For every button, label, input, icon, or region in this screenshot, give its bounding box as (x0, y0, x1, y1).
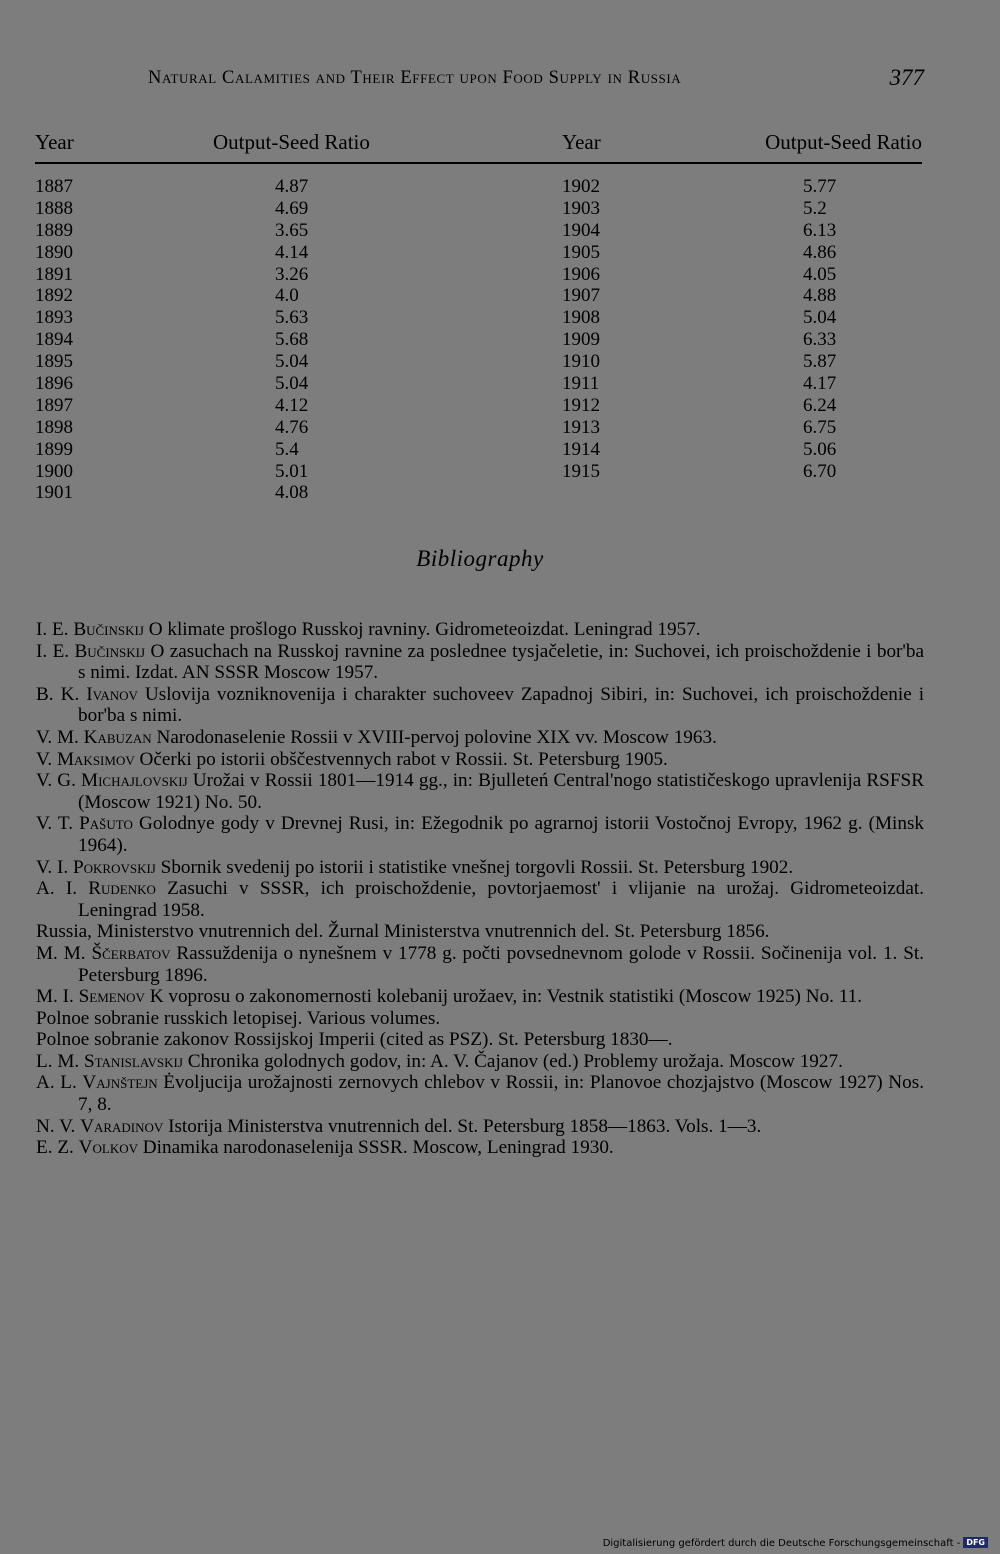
year-cell: 1888 (35, 197, 73, 219)
ratio-cell: 6.24 (803, 394, 837, 416)
bibliography-entry (36, 986, 924, 1008)
year-cell: 1910 (562, 351, 600, 373)
bibliography-entry (36, 921, 924, 943)
year-cell: 1894 (35, 329, 73, 351)
table-row (35, 220, 922, 242)
bibliography-heading: Bibliography (416, 546, 544, 571)
output-seed-ratio-table (35, 176, 922, 504)
ratio-cell: 4.69 (275, 197, 309, 219)
citation-text: Očerki po istorii obščestvennych rabot v Rossii. St. Petersburg 1905. (139, 748, 668, 770)
ratio-cell: 5.4 (275, 438, 299, 460)
column-header-year-2: Year (562, 130, 601, 154)
table-row (35, 176, 922, 198)
ratio-cell: 5.04 (803, 307, 837, 329)
table-row (35, 285, 922, 307)
author-surname: Michajlovskij (81, 770, 188, 792)
bibliography-entry (36, 641, 924, 684)
bibliography-entry (36, 770, 924, 813)
author-initials: E. Z. (36, 1137, 74, 1159)
table-row (35, 264, 922, 286)
author-surname: Pokrovskij (72, 856, 156, 878)
table-header-rule (35, 162, 922, 164)
author-surname: Bučinskij (74, 640, 146, 662)
ratio-cell: 5.04 (275, 373, 309, 395)
author-initials: L. M. (36, 1050, 80, 1072)
ratio-cell: 4.14 (275, 241, 309, 263)
year-cell: 1912 (562, 394, 600, 416)
citation-text: Ėvoljucija urožajnosti zernovych chlebov v Rossii, in: Planovoe chozjajstvo (Moscow 1927) Nos. 7, 8. (78, 1072, 925, 1116)
author-surname: Maksimov (56, 748, 135, 770)
ratio-cell: 6.33 (803, 329, 837, 351)
author-initials: V. (36, 748, 53, 770)
citation-text: Istorija Ministerstva vnutrennich del. St. Petersburg 1858—1863. Vols. 1—3. (168, 1115, 762, 1137)
ratio-cell: 5.87 (803, 351, 837, 373)
ratio-cell: 4.87 (275, 176, 309, 197)
citation-text: Russia, Ministerstvo vnutrennich del. Žurnal Ministerstva vnutrennich del. St. Petersburg 1856. (36, 921, 770, 943)
bibliography-entry (36, 1116, 924, 1138)
citation-text: O zasuchach na Russkoj ravnine za poslednee tysjačeletie, in: Suchovei, ich proischoždenie i bor'ba s nimi. Izdat. AN SSSR Moscow 1957. (78, 640, 924, 684)
citation-text: O klimate prošlogo Russkoj ravniny. Gidrometeoizdat. Leningrad 1957. (148, 619, 701, 640)
ratio-cell: 3.26 (275, 263, 309, 285)
bibliography-entry (36, 619, 924, 641)
author-surname: Semenov (78, 986, 145, 1008)
table-row (35, 198, 922, 220)
ratio-cell: 5.04 (275, 351, 309, 373)
ratio-cell: 4.05 (803, 263, 837, 285)
bibliography-entry (36, 749, 924, 771)
citation-text: Dinamika narodonaselenija SSSR. Moscow, Leningrad 1930. (142, 1137, 614, 1159)
author-initials: I. E. (36, 640, 70, 662)
year-cell: 1902 (562, 176, 600, 197)
author-initials: V. T. (36, 813, 74, 835)
year-cell: 1911 (562, 373, 600, 395)
year-cell: 1896 (35, 373, 73, 395)
author-surname: Vajnštejn (82, 1072, 158, 1094)
footer-text: Digitalisierung gefördert durch die Deutsche Forschungsgemeinschaft - (602, 1538, 961, 1549)
author-surname: Pašuto (79, 813, 133, 835)
bibliography-entry (36, 727, 924, 749)
year-cell: 1914 (562, 438, 600, 460)
ratio-cell: 5.68 (275, 329, 309, 351)
bibliography-entry (36, 813, 924, 856)
table-row (35, 373, 922, 395)
author-surname: Ščerbatov (91, 942, 171, 964)
year-cell: 1900 (35, 460, 73, 482)
column-header-year-1: Year (35, 130, 74, 154)
year-cell: 1897 (35, 394, 73, 416)
ratio-cell: 4.88 (803, 285, 837, 307)
bibliography-entry (36, 1051, 924, 1073)
running-header (148, 65, 928, 98)
table-row (35, 351, 922, 373)
table-header-row (35, 130, 922, 160)
author-surname: Volkov (78, 1137, 138, 1159)
ratio-cell: 4.08 (275, 482, 309, 504)
year-cell: 1891 (35, 263, 73, 285)
citation-text: Narodonaselenie Rossii v XVIII-pervoj polovine XIX vv. Moscow 1963. (156, 726, 717, 748)
year-cell: 1907 (562, 285, 600, 307)
column-header-ratio-2: Output-Seed Ratio (765, 130, 922, 154)
citation-text: Uslovija vozniknovenija i charakter suchoveev Zapadnoj Sibiri, in: Suchovei, ich proischoždenie i bor'ba s nimi. (78, 683, 925, 727)
author-surname: Kabuzan (83, 726, 152, 748)
ratio-cell: 6.13 (803, 219, 837, 241)
citation-text: Polnoe sobranie zakonov Rossijskoj Imperii (cited as PSZ). St. Petersburg 1830—. (36, 1029, 673, 1051)
ratio-cell: 5.06 (803, 438, 837, 460)
year-cell: 1895 (35, 351, 73, 373)
ratio-cell: 6.75 (803, 416, 837, 438)
author-initials: V. I. (36, 856, 69, 878)
bibliography-entry (36, 1137, 924, 1159)
citation-text: Zasuchi v SSSR, ich proischoždenie, povtorjaemost' i vlijanie na urožaj. Gidrometeoizdat. Leningrad 1958. (78, 878, 925, 921)
running-title: Natural Calamities and Their Effect upon Food Supply in Russia (148, 68, 682, 88)
citation-text: Urožai v Rossii 1801—1914 gg., in: Bjulleteń Central'nogo statističeskogo upravlenija RSFSR (Moscow 1921) No. 50. (78, 770, 924, 813)
table-row (35, 307, 922, 329)
year-cell: 1904 (562, 219, 600, 241)
table-row (35, 395, 922, 417)
author-initials: V. G. (36, 770, 76, 792)
author-initials: M. M. (36, 942, 86, 964)
ratio-cell: 4.0 (275, 285, 299, 307)
table-row (35, 461, 922, 483)
citation-text: K voprosu o zakonomernosti kolebanij urožaev, in: Vestnik statistiki (Moscow 1925) No. 11. (149, 986, 863, 1008)
table-row (35, 439, 922, 461)
year-cell: 1913 (562, 416, 600, 438)
ratio-cell: 5.77 (803, 176, 837, 197)
dfg-logo: DFG (963, 1537, 988, 1548)
author-surname: Varadinov (80, 1115, 164, 1137)
table-row (35, 242, 922, 264)
year-cell: 1909 (562, 329, 600, 351)
author-surname: Ivanov (86, 683, 138, 705)
bibliography-entry (36, 1008, 924, 1030)
ratio-cell: 3.65 (275, 219, 309, 241)
bibliography-entry (36, 1029, 924, 1051)
year-cell: 1898 (35, 416, 73, 438)
author-initials: N. V. (36, 1115, 76, 1137)
citation-text: Polnoe sobranie russkich letopisej. Various volumes. (36, 1007, 441, 1029)
bibliography-entry (36, 857, 924, 879)
author-initials: V. M. (36, 726, 79, 748)
bibliography-entry (36, 943, 924, 986)
bibliography-entry (36, 684, 924, 727)
year-cell: 1906 (562, 263, 600, 285)
ratio-cell: 5.63 (275, 307, 309, 329)
page-number: 377 (889, 65, 924, 90)
citation-text: Chronika golodnych godov, in: A. V. Čajanov (ed.) Problemy urožaja. Moscow 1927. (187, 1050, 843, 1072)
digitization-footer (603, 1537, 988, 1551)
year-cell: 1905 (562, 241, 600, 263)
citation-text: Golodnye gody v Drevnej Rusi, in: Ežegodnik po agrarnoj istorii Vostočnoj Evropy, 1962 g. (Minsk 1964). (78, 813, 925, 856)
bibliography-list (36, 619, 924, 1159)
ratio-cell: 4.86 (803, 241, 837, 263)
ratio-cell: 4.76 (275, 416, 309, 438)
citation-text: Sbornik svedenij po istorii i statistike vnešnej torgovli Rossii. St. Petersburg 1902. (160, 856, 794, 878)
ratio-cell: 4.12 (275, 394, 309, 416)
author-surname: Stanislavskij (83, 1050, 183, 1072)
ratio-cell: 5.01 (275, 460, 309, 482)
year-cell: 1890 (35, 241, 73, 263)
year-cell: 1915 (562, 460, 600, 482)
year-cell: 1892 (35, 285, 73, 307)
year-cell: 1901 (35, 482, 73, 504)
table-row (35, 482, 922, 504)
table-row (35, 417, 922, 439)
author-initials: B. K. (36, 683, 80, 705)
year-cell: 1893 (35, 307, 73, 329)
year-cell: 1908 (562, 307, 600, 329)
bibliography-entry (36, 878, 924, 921)
author-initials: A. I. (36, 878, 78, 900)
citation-text: Rassuždenija o nynešnem v 1778 g. počti povsednevnom golode v Rossii. Sočinenija vol. 1. St. Petersburg 1896. (78, 942, 924, 986)
author-initials: M. I. (36, 986, 74, 1008)
author-initials: I. E. (36, 619, 69, 640)
year-cell: 1887 (35, 176, 73, 197)
ratio-cell: 4.17 (803, 373, 837, 395)
author-surname: Bučinskij (73, 619, 144, 640)
column-header-ratio-1: Output-Seed Ratio (213, 130, 370, 154)
table-row (35, 329, 922, 351)
year-cell: 1899 (35, 438, 73, 460)
author-initials: A. L. (36, 1072, 77, 1094)
year-cell: 1889 (35, 219, 73, 241)
author-surname: Rudenko (88, 878, 156, 900)
ratio-cell: 5.2 (803, 197, 827, 219)
year-cell: 1903 (562, 197, 600, 219)
bibliography-entry (36, 1072, 924, 1115)
ratio-cell: 6.70 (803, 460, 837, 482)
